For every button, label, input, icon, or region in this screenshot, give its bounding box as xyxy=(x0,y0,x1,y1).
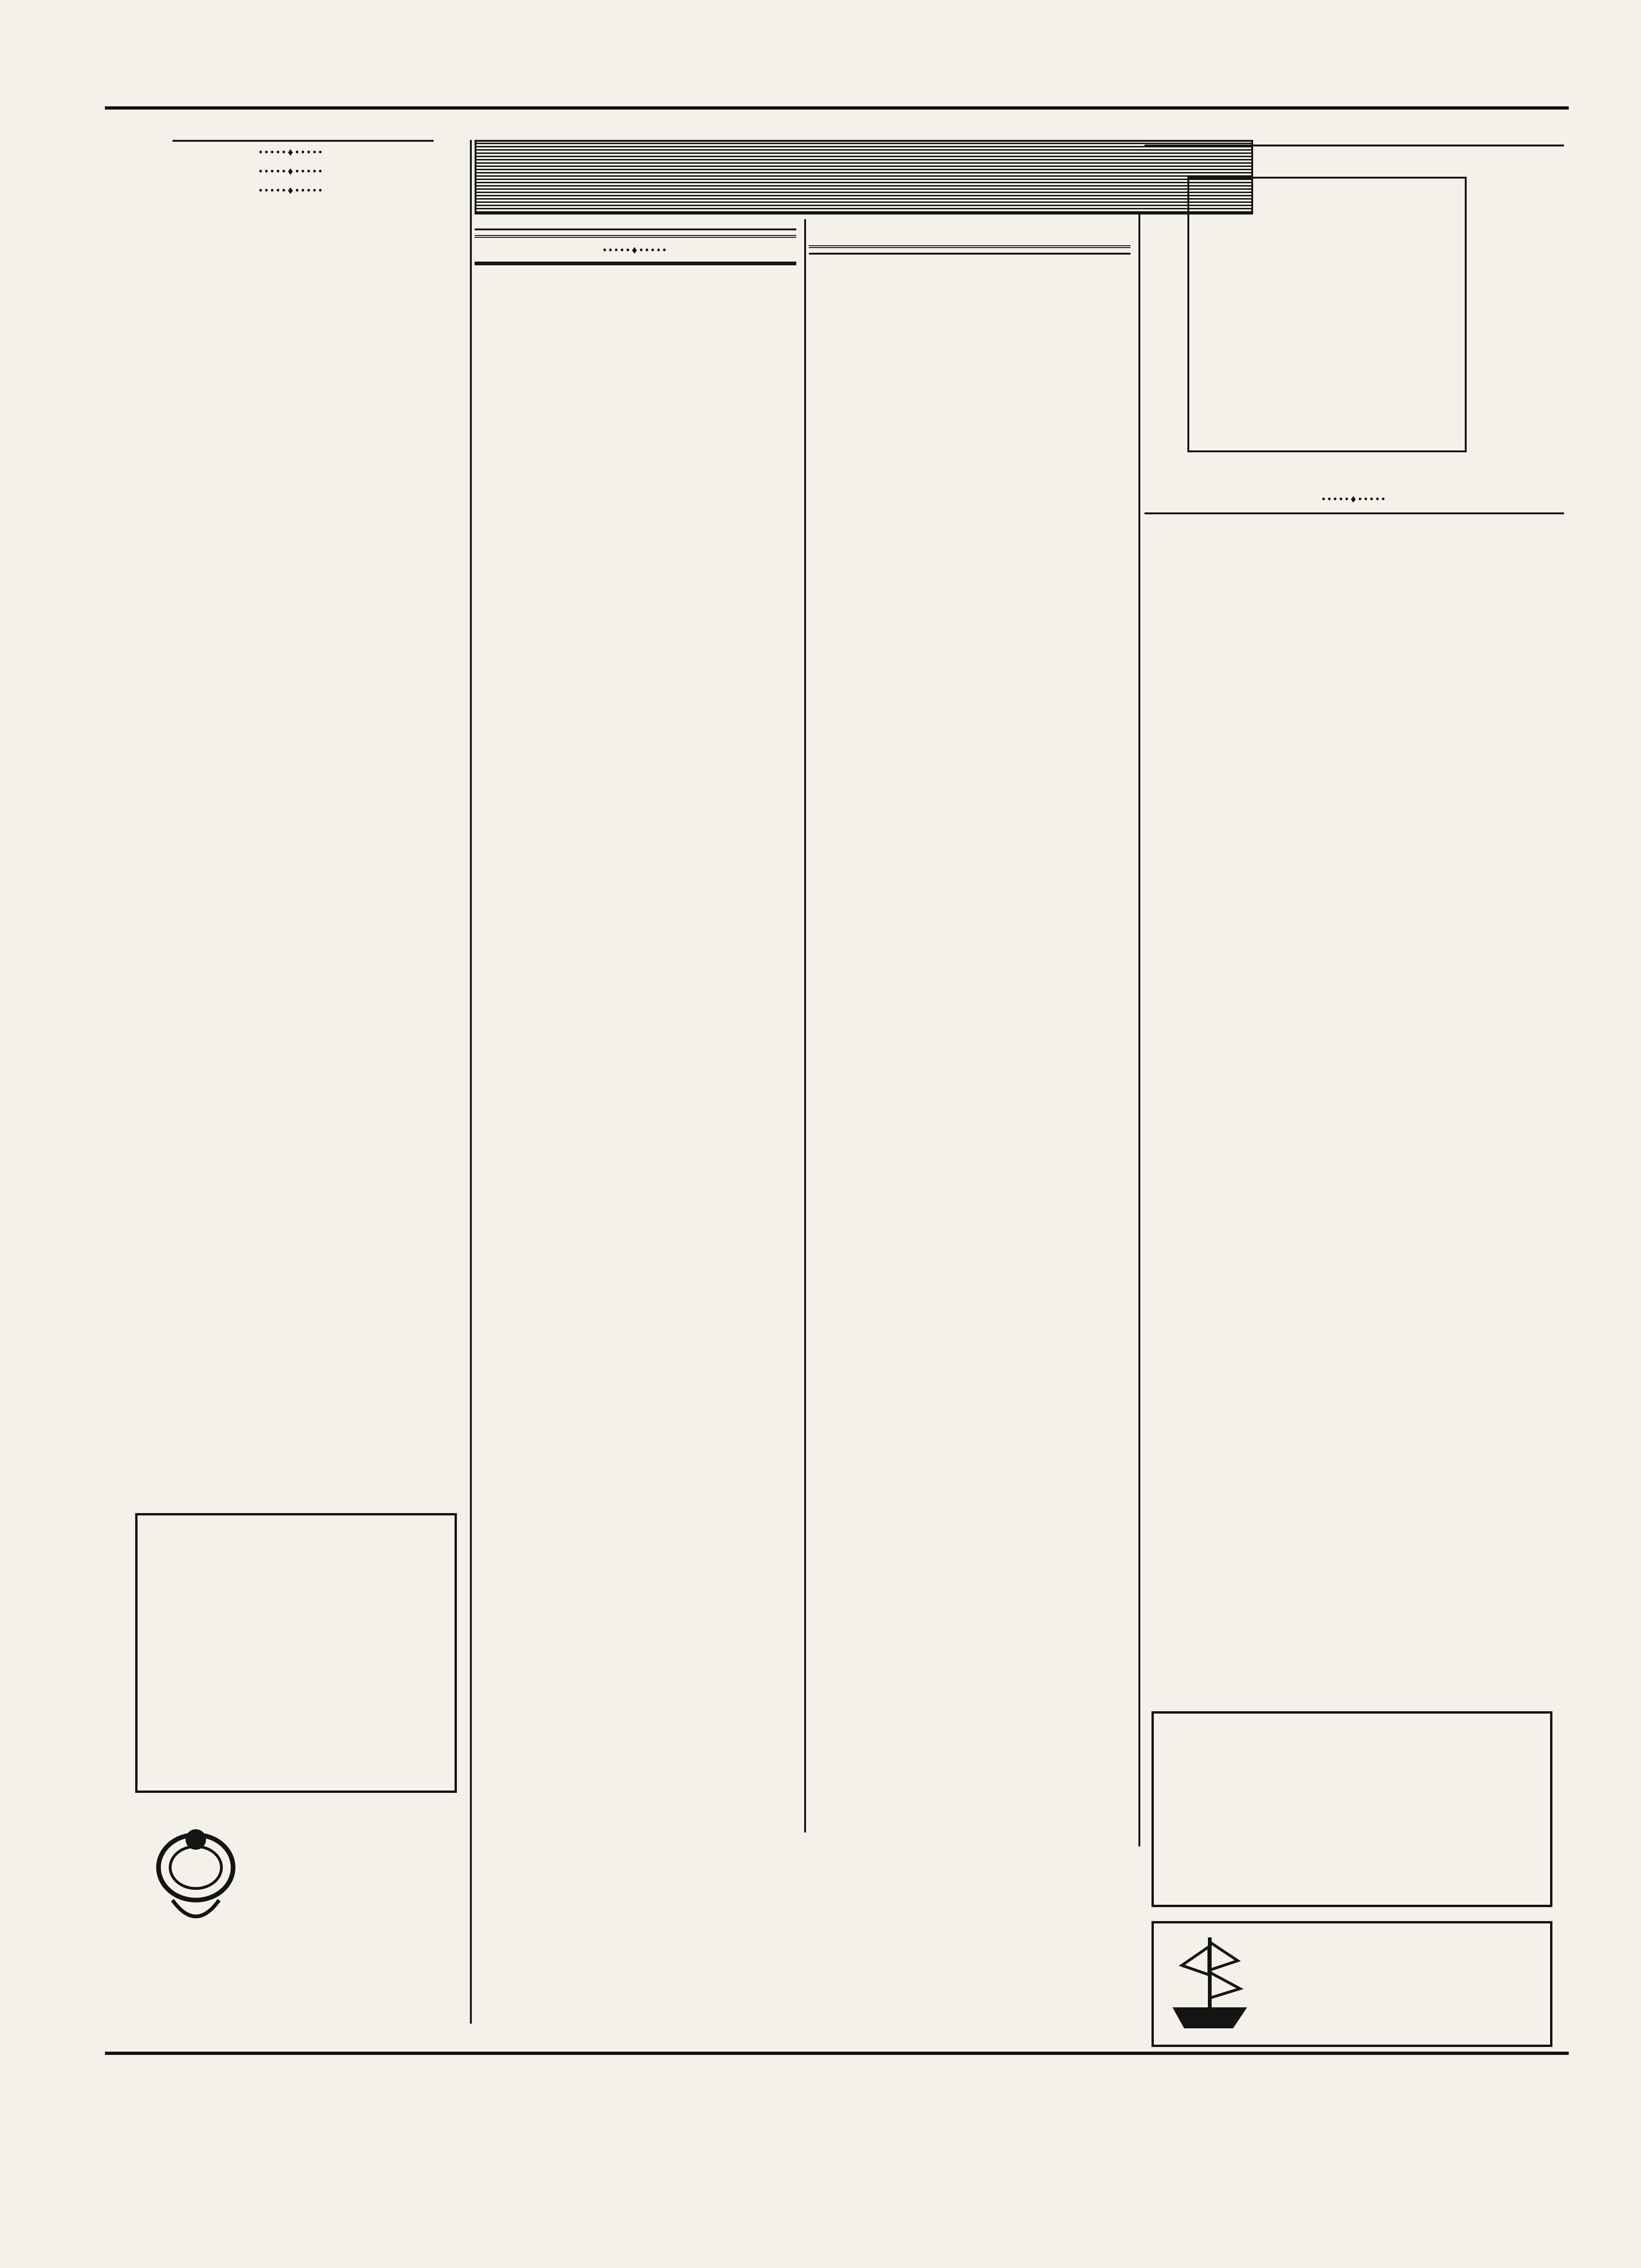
separator: •••••♦••••• xyxy=(258,166,324,178)
column-rule xyxy=(804,219,806,1832)
diario-banner xyxy=(475,140,1253,214)
divider xyxy=(1145,512,1564,514)
column-4 xyxy=(1145,140,1564,1846)
vida-artistica-title xyxy=(475,262,796,265)
crossword-area xyxy=(1145,151,1564,487)
separator: •••••♦••••• xyxy=(602,244,669,256)
column-rule xyxy=(470,140,472,2024)
ad-galeao xyxy=(1151,1921,1552,2047)
ad-rospa xyxy=(135,1513,457,1793)
separator: •••••♦••••• xyxy=(258,185,324,197)
de-luto-title xyxy=(172,140,434,142)
ad-garagem-imperio xyxy=(475,1909,1137,2049)
column-3 xyxy=(809,224,1131,1837)
divider xyxy=(475,228,796,230)
crossword-grid xyxy=(1187,177,1467,452)
column-2 xyxy=(475,224,796,1837)
divider xyxy=(475,235,796,238)
galleon-icon xyxy=(1163,1928,1256,2045)
burnay-address xyxy=(809,243,1131,248)
ad-topazio xyxy=(135,1807,457,2014)
column-rule xyxy=(1138,140,1140,1846)
ad-casa-max xyxy=(1151,1711,1552,1907)
jewel-icon xyxy=(145,1812,247,1951)
header-rule xyxy=(105,106,1569,110)
obituary-section xyxy=(121,140,462,1464)
burnay-ad xyxy=(809,228,1131,243)
separator: •••••♦••••• xyxy=(1321,493,1387,505)
divider xyxy=(1145,145,1564,146)
separator: •••••♦••••• xyxy=(258,146,324,159)
divider xyxy=(809,253,1131,255)
footer-rule xyxy=(105,2052,1569,2055)
